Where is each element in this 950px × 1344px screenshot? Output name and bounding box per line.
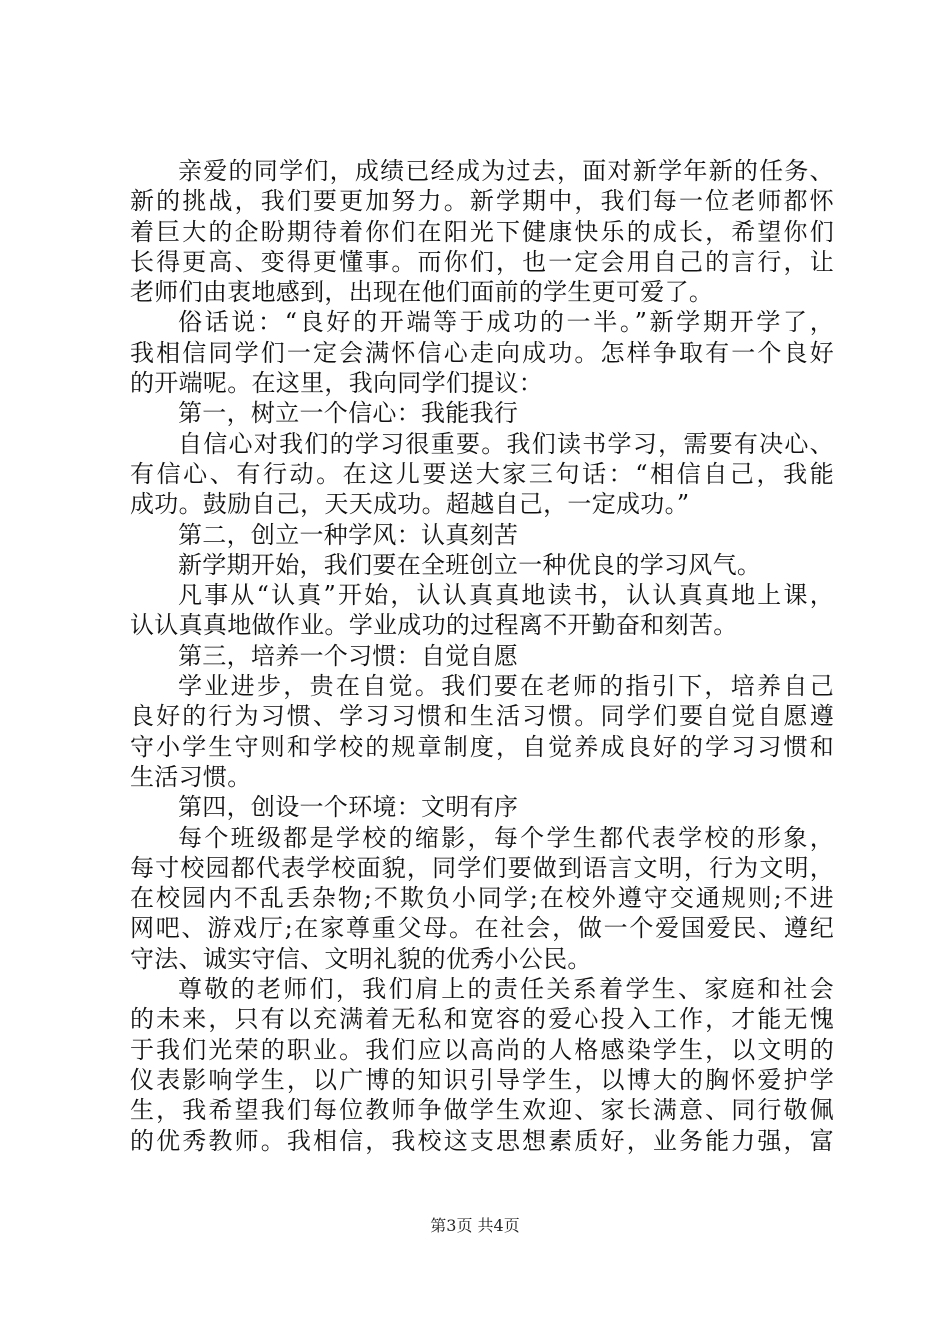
text-line: 的未来，只有以充满着无私和宽容的爱心投入工作，才能无愧 — [130, 1005, 834, 1034]
text-line: 生，我希望我们每位教师争做学生欢迎、家长满意、同行敬佩 — [130, 1096, 834, 1125]
text-line: 亲爱的同学们，成绩已经成为过去，面对新学年新的任务、 — [178, 157, 834, 185]
text-line: 的开端呢。在这里，我向同学们提议： — [130, 369, 544, 398]
section-heading: 第三，培养一个习惯：自觉自愿 — [178, 641, 519, 670]
text-line: 在校园内不乱丢杂物;不欺负小同学;在校外遵守交通规则;不进 — [130, 884, 834, 913]
text-line: 长得更高、变得更懂事。而你们，也一定会用自己的言行，让 — [130, 247, 834, 276]
text-line: 学业进步，贵在自觉。我们要在老师的指引下，培养自己 — [178, 672, 834, 701]
text-line: 成功。鼓励自己，天天成功。超越自己，一定成功。” — [130, 490, 690, 519]
text-line: 守小学生守则和学校的规章制度，自觉养成良好的学习习惯和 — [130, 732, 834, 761]
text-line: 的优秀教师。我相信，我校这支思想素质好，业务能力强，富 — [130, 1126, 834, 1155]
section-heading: 第二，创立一种学风：认真刻苦 — [178, 520, 519, 549]
text-line: 认认真真地做作业。学业成功的过程离不开勤奋和刻苦。 — [130, 611, 738, 640]
text-line: 着巨大的企盼期待着你们在阳光下健康快乐的成长，希望你们 — [130, 217, 834, 246]
text-line: 每个班级都是学校的缩影，每个学生都代表学校的形象， — [178, 823, 834, 852]
text-line: 我相信同学们一定会满怀信心走向成功。怎样争取有一个良好 — [130, 338, 834, 367]
section-heading: 第一，树立一个信心：我能我行 — [178, 399, 519, 428]
text-line: 仪表影响学生，以广博的知识引导学生，以博大的胸怀爱护学 — [130, 1065, 834, 1094]
text-line: 网吧、游戏厅;在家尊重父母。在社会，做一个爱国爱民、遵纪 — [130, 914, 834, 943]
text-line: 每寸校园都代表学校面貌，同学们要做到语言文明，行为文明， — [130, 853, 834, 882]
text-line: 良好的行为习惯、学习习惯和生活习惯。同学们要自觉自愿遵 — [130, 702, 834, 731]
text-line: 凡事从“认真”开始，认认真真地读书，认认真真地上课， — [178, 581, 834, 610]
text-line: 老师们由衷地感到，出现在他们面前的学生更可爱了。 — [130, 278, 714, 307]
text-line: 生活习惯。 — [130, 762, 252, 791]
text-line: 守法、诚实守信、文明礼貌的优秀小公民。 — [130, 944, 592, 973]
section-heading: 第四，创设一个环境：文明有序 — [178, 793, 519, 822]
text-line: 有信心、有行动。在这儿要送大家三句话：“相信自己，我能 — [130, 459, 834, 488]
text-line: 新的挑战，我们要更加努力。新学期中，我们每一位老师都怀 — [130, 187, 834, 216]
page-number-footer: 第3页 共4页 — [430, 1216, 520, 1235]
text-line: 俗话说：“良好的开端等于成功的一半。”新学期开学了， — [178, 308, 834, 337]
text-line: 尊敬的老师们，我们肩上的责任关系着学生、家庭和社会 — [178, 975, 834, 1004]
text-line: 自信心对我们的学习很重要。我们读书学习，需要有决心、 — [178, 429, 834, 458]
text-line: 于我们光荣的职业。我们应以高尚的人格感染学生，以文明的 — [130, 1035, 834, 1064]
document-body — [130, 156, 834, 1156]
text-line: 新学期开始，我们要在全班创立一种优良的学习风气。 — [178, 550, 762, 579]
